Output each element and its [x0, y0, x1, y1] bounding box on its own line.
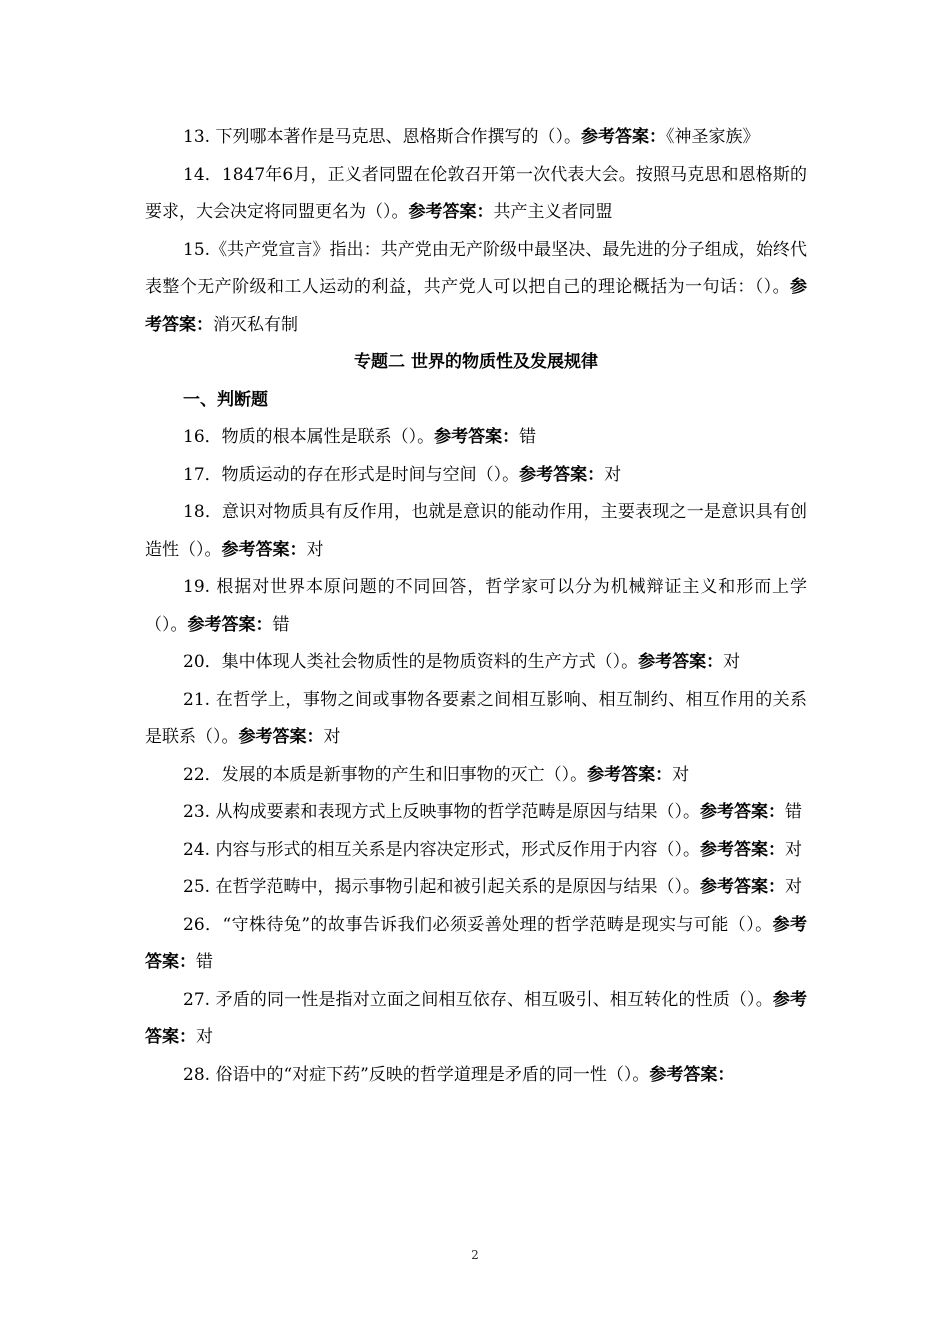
question-17: 17．物质运动的存在形式是时间与空间（）。参考答案：对 [183, 464, 622, 485]
question-23: 23. 从构成要素和表现方式上反映事物的哲学范畴是原因与结果（）。参考答案：错 [183, 802, 802, 822]
question-27: 27. 矛盾的同一性是指对立面之间相互依存、相互吸引、相互转化的性质（）。参考答案：对 [145, 989, 807, 1047]
question-21: 21. 在哲学上，事物之间或事物各要素之间相互影响、相互制约、相互作用的关系是联系（）。参考答案：对 [145, 689, 807, 747]
question-28: 28. 俗语中的“对症下药”反映的哲学道理是矛盾的同一性（）。参考答案： [183, 1064, 735, 1085]
question-13: 13. 下列哪本著作是马克思、恩格斯合作撰写的（）。参考答案：《神圣家族》 [183, 127, 760, 147]
question-25: 25. 在哲学范畴中，揭示事物引起和被引起关系的是原因与结果（）。参考答案：对 [183, 877, 802, 897]
page-number: 2 [471, 1248, 479, 1262]
question-15: 15.《共产党宣言》指出：共产党由无产阶级中最坚决、最先进的分子组成，始终代表整个无产阶级和工人运动的利益，共产党人可以把自己的理论概括为一句话：（）。参考答案：消灭私有制 [145, 239, 807, 335]
question-19: 19. 根据对世界本原问题的不同回答，哲学家可以分为机械辩证主义和形而上学（）。参考答案：错 [145, 577, 807, 635]
question-14: 14．1847年6月，正义者同盟在伦敦召开第一次代表大会。按照马克思和恩格斯的要求，大会决定将同盟更名为（）。参考答案：共产主义者同盟 [145, 164, 807, 222]
question-18: 18．意识对物质具有反作用，也就是意识的能动作用，主要表现之一是意识具有创造性（）。参考答案：对 [145, 502, 807, 560]
topic-title: 专题二 世界的物质性及发展规律 [354, 352, 598, 372]
section-title: 一、判断题 [183, 389, 268, 410]
question-26: 26．“守株待兔”的故事告诉我们必须妥善处理的哲学范畴是现实与可能（）。参考答案：错 [145, 914, 808, 972]
question-16: 16．物质的根本属性是联系（）。参考答案：错 [183, 427, 537, 447]
question-20: 20．集中体现人类社会物质性的是物质资料的生产方式（）。参考答案：对 [183, 652, 741, 672]
question-24: 24. 内容与形式的相互关系是内容决定形式，形式反作用于内容（）。参考答案：对 [183, 839, 802, 860]
question-22: 22．发展的本质是新事物的产生和旧事物的灭亡（）。参考答案：对 [183, 764, 690, 785]
document-body [145, 119, 807, 1094]
